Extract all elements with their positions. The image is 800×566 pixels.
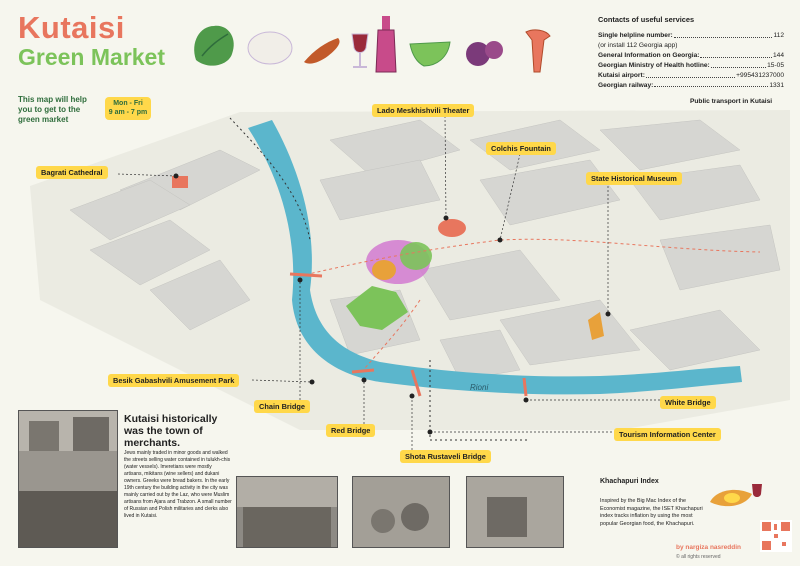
author-credit: by nargiza nasreddin <box>676 544 742 551</box>
chain-bridge <box>290 274 322 276</box>
contact-row: (or install 112 Georgia app) <box>598 42 678 49</box>
qr-code-icon <box>760 520 792 552</box>
historical-photo-market <box>18 410 118 548</box>
label-lado-theater: Lado Meskhishvili Theater <box>372 104 474 117</box>
label-amusement-park: Besik Gabashvili Amusement Park <box>108 374 239 387</box>
label-rustaveli-bridge: Shota Rustaveli Bridge <box>400 450 491 463</box>
hours-days: Mon - Fri <box>113 100 143 107</box>
label-chain-bridge: Chain Bridge <box>254 400 310 413</box>
label-colchis-fountain: Colchis Fountain <box>486 142 556 155</box>
white-bridge <box>524 378 526 396</box>
intro-text: This map will help you to get to the green market <box>18 95 87 124</box>
contact-row: Single helpline number: 112 <box>598 32 784 40</box>
label-red-bridge: Red Bridge <box>326 424 375 437</box>
hours-time: 9 am - 7 pm <box>108 109 148 117</box>
contact-row: Kutaisi airport: +995431237000 <box>598 71 784 79</box>
historical-photo-pottery <box>352 476 450 548</box>
label-white-bridge: White Bridge <box>660 396 716 409</box>
photo-illustration <box>19 411 117 547</box>
contact-row: General Information on Georgia: 144 <box>598 51 784 59</box>
khachapuri-title: Khachapuri Index <box>600 478 659 485</box>
historical-photo-street <box>466 476 564 548</box>
label-state-museum: State Historical Museum <box>586 172 682 185</box>
label-bagrati-cathedral: Bagrati Cathedral <box>36 166 108 179</box>
river-label: Rioni <box>470 383 489 392</box>
map-subtitle: Green Market <box>18 44 166 70</box>
red-bridge <box>352 370 374 372</box>
transport-heading: Public transport in Kutaisi <box>690 98 773 105</box>
label-tourism-center: Tourism Information Center <box>614 428 721 441</box>
contact-row: Georgian railway: 1331 <box>598 81 784 89</box>
map-title: Kutaisi <box>18 10 125 45</box>
contacts-heading: Contacts of useful services <box>598 15 695 24</box>
rights-note: © all rights reserved <box>676 554 721 560</box>
contact-row: Georgian Ministry of Health hotline: 15-05 <box>598 61 784 69</box>
history-text: Jews mainly traded in minor goods and walked the streets selling water contained in tulukh-chis (water vessels). Imeretians were mostly artisans, mikitans (wine sellers) and dukani owners. Greeks were bread bakers. In the early 19th century the building activity in the city was mainly carried out by the Laz, who were Muslim artisans from Ajara and Trabzon. A small number of Russian and Polish militaries and clerks also lived in Kutaisi. <box>124 450 232 519</box>
history-title: Kutaisi historically was the town of merchants. <box>124 413 218 450</box>
khachapuri-text: Inspired by the Big Mac Index of the Economist magazine, the ISET Khachapuri index tracks inflation by using the most popular Georgian food, the Khachapuri. <box>600 498 703 527</box>
historical-photo-stalls <box>236 476 338 548</box>
khachapuri-icon <box>706 480 766 516</box>
theater-icon <box>438 219 466 237</box>
